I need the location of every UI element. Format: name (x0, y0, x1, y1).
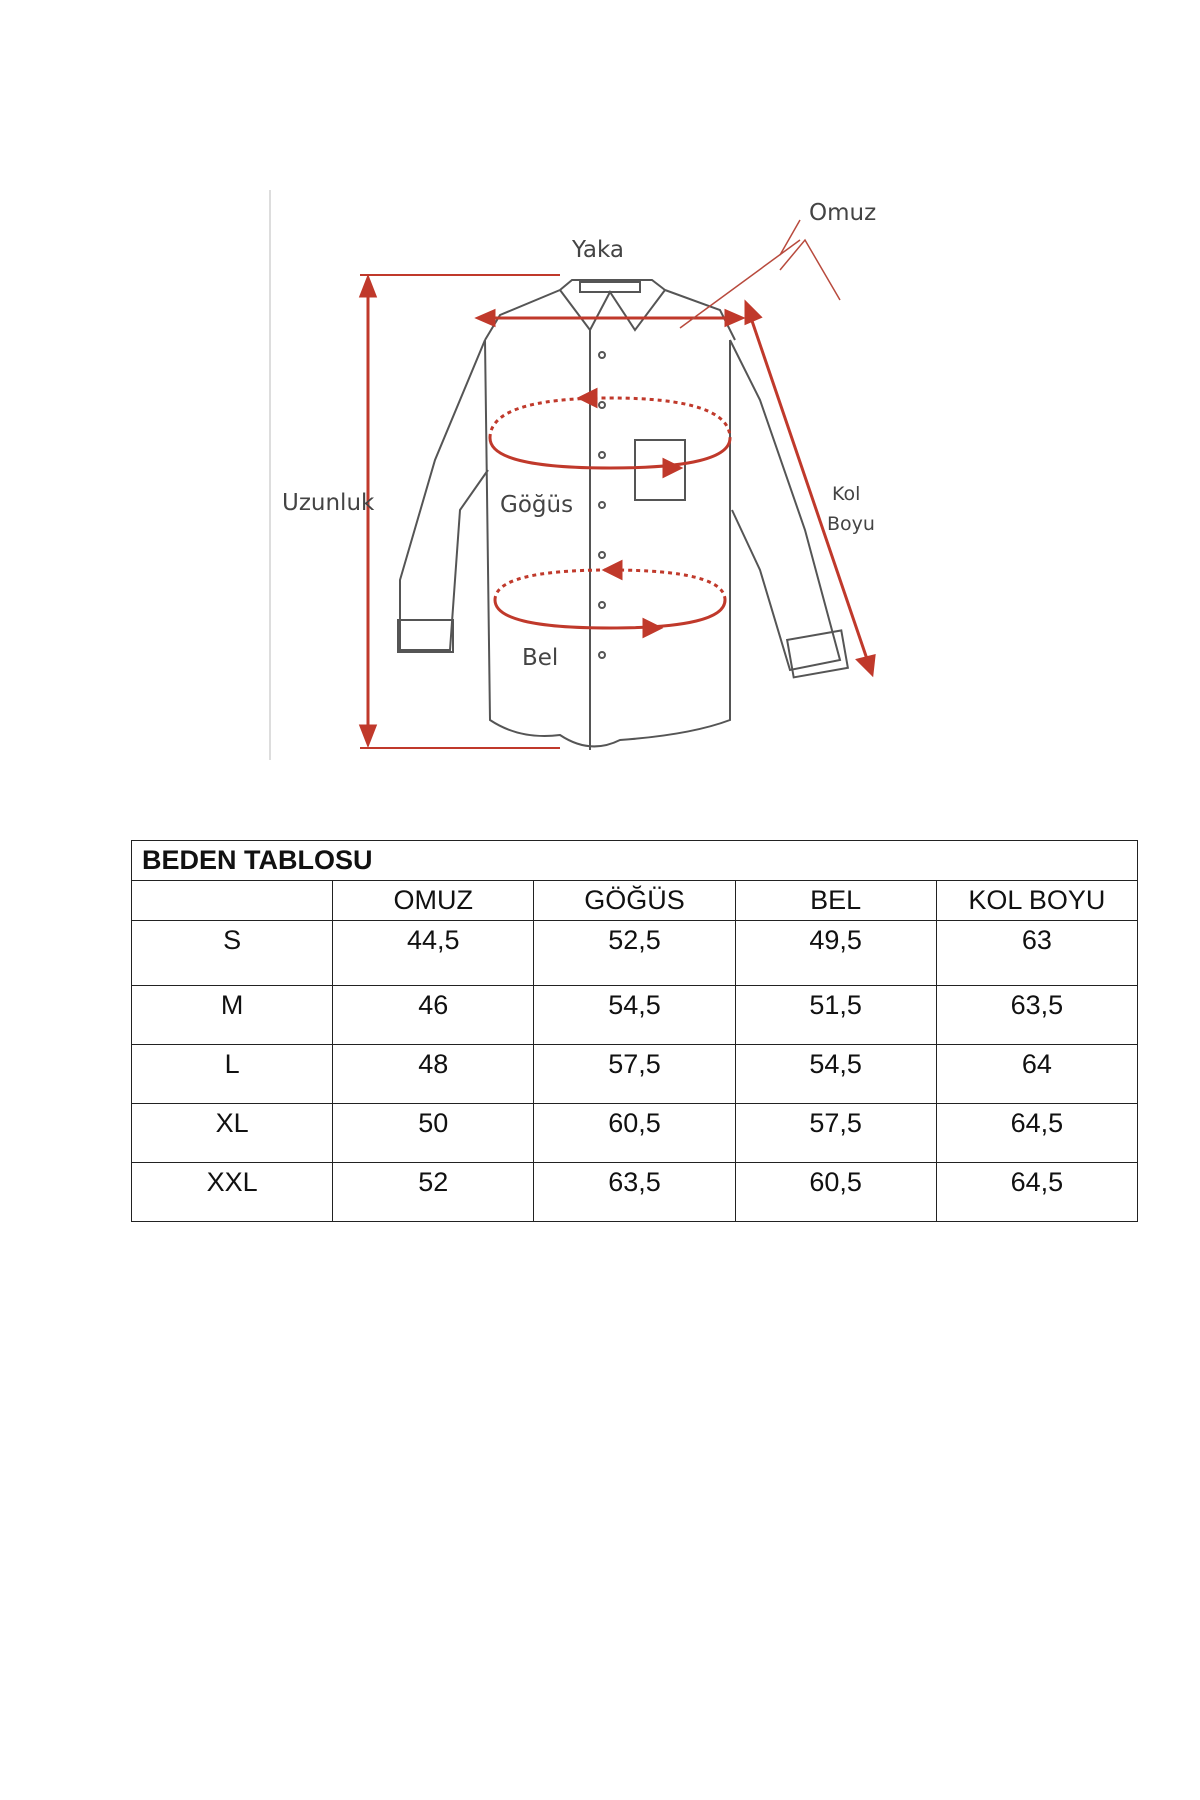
value-cell: 64,5 (936, 1104, 1137, 1163)
value-cell: 49,5 (735, 921, 936, 986)
size-cell: L (132, 1045, 333, 1104)
value-cell: 63 (936, 921, 1137, 986)
value-cell: 48 (333, 1045, 534, 1104)
value-cell: 63,5 (936, 986, 1137, 1045)
shirt-measurement-diagram (260, 180, 940, 770)
boyu-label: Boyu (827, 513, 875, 535)
shirt-outline (398, 280, 848, 750)
omuz-label: Omuz (809, 200, 877, 226)
header-row (132, 881, 1138, 921)
size-chart-table (131, 840, 1138, 1222)
uzunluk-label: Uzunluk (282, 490, 375, 516)
header-cell (132, 881, 333, 921)
value-cell: 63,5 (534, 1163, 735, 1222)
header-cell: BEL (735, 881, 936, 921)
header-cell: KOL BOYU (936, 881, 1137, 921)
value-cell: 44,5 (333, 921, 534, 986)
value-cell: 54,5 (735, 1045, 936, 1104)
kol-label: Kol (832, 483, 861, 505)
table-title: BEDEN TABLOSU (132, 841, 1138, 881)
table-row (132, 921, 1138, 986)
value-cell: 64 (936, 1045, 1137, 1104)
value-cell: 57,5 (735, 1104, 936, 1163)
table-row (132, 1163, 1138, 1222)
value-cell: 46 (333, 986, 534, 1045)
yaka-label: Yaka (572, 237, 624, 263)
omuz-pointer-lines (780, 220, 840, 300)
header-cell: OMUZ (333, 881, 534, 921)
value-cell: 51,5 (735, 986, 936, 1045)
value-cell: 50 (333, 1104, 534, 1163)
value-cell: 60,5 (534, 1104, 735, 1163)
table-row (132, 1104, 1138, 1163)
size-cell: M (132, 986, 333, 1045)
value-cell: 64,5 (936, 1163, 1137, 1222)
shirt-illustration (260, 180, 940, 770)
value-cell: 60,5 (735, 1163, 936, 1222)
value-cell: 52 (333, 1163, 534, 1222)
value-cell: 57,5 (534, 1045, 735, 1104)
measurement-arrows (360, 240, 874, 748)
value-cell: 52,5 (534, 921, 735, 986)
header-cell: GÖĞÜS (534, 881, 735, 921)
table-row (132, 986, 1138, 1045)
size-cell: S (132, 921, 333, 986)
table-row (132, 1045, 1138, 1104)
value-cell: 54,5 (534, 986, 735, 1045)
bel-label: Bel (522, 645, 559, 671)
size-cell: XXL (132, 1163, 333, 1222)
gogus-label: Göğüs (500, 492, 574, 518)
size-cell: XL (132, 1104, 333, 1163)
